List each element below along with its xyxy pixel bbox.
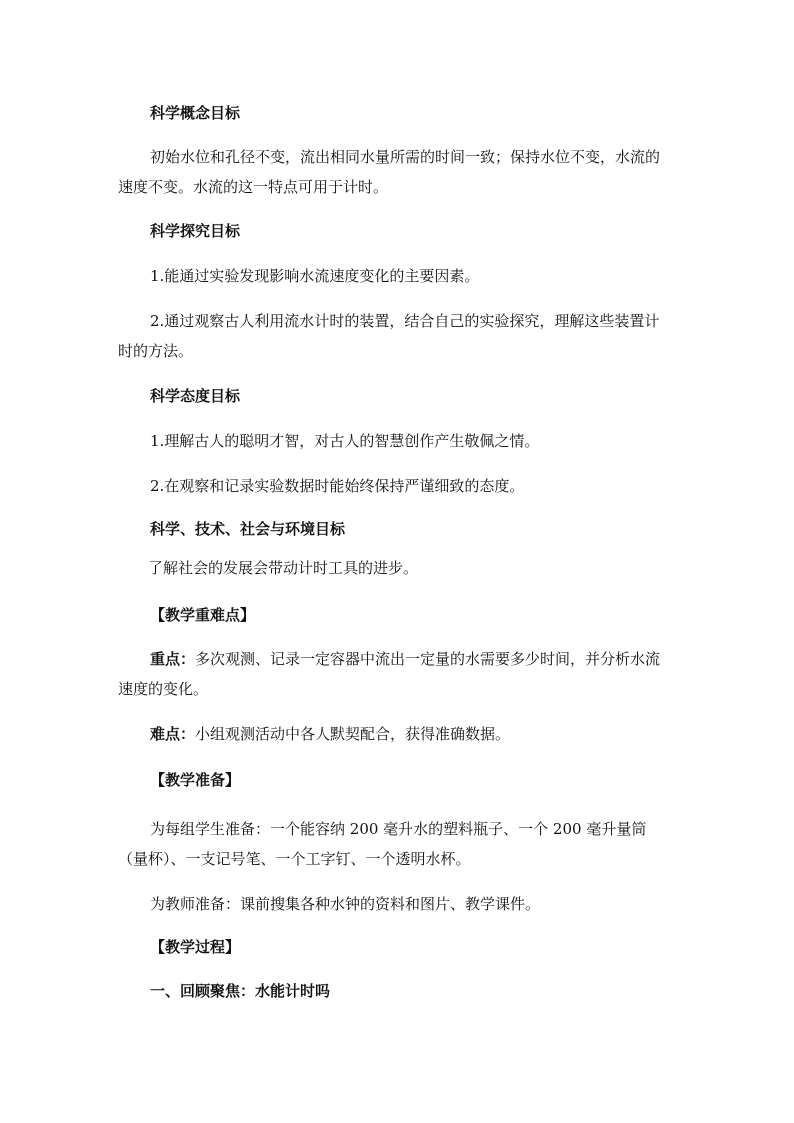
heading-sts-goal: 科学、技术、社会与环境目标 [150, 520, 346, 538]
heading-inquiry-goal: 科学探究目标 [150, 222, 241, 240]
paragraph-sts-goal: 了解社会的发展会带动计时工具的进步。 [148, 559, 419, 577]
heading-step-1: 一、回顾聚焦：水能计时吗 [150, 982, 331, 1000]
heading-preparation: 【教学准备】 [150, 771, 241, 789]
paragraph-difficult-point [118, 719, 674, 749]
paragraph-concept-goal: 初始水位和孔径不变，流出相同水量所需的时间一致；保持水位不变，水流的速度不变。水流的这一特点可用于计时。 [118, 148, 661, 196]
key-point-label: 重点： [150, 650, 196, 668]
heading-attitude-goal: 科学态度目标 [150, 387, 241, 405]
paragraph-student-preparation: 为每组学生准备：一个能容纳 200 毫升水的塑料瓶子、一个 200 毫升量筒（量杯）、一支记号笔、一个工字钉、一个透明水杯。 [118, 820, 647, 868]
heading-key-difficult: 【教学重难点】 [150, 606, 256, 624]
key-point-text: 多次观测、记录一定容器中流出一定量的水需要多少时间，并分析水流速度的变化。 [118, 650, 661, 698]
paragraph-teacher-preparation: 为教师准备：课前搜集各种水钟的资料和图片、教学课件。 [150, 895, 541, 913]
heading-teaching-process: 【教学过程】 [150, 938, 241, 956]
attitude-item-2: 2.在观察和记录实验数据时能始终保持严谨细致的态度。 [150, 477, 525, 495]
attitude-item-1: 1.理解古人的聪明才智，对古人的智慧创作产生敬佩之情。 [150, 432, 540, 450]
inquiry-item-1: 1.能通过实验发现影响水流速度变化的主要因素。 [150, 267, 480, 285]
difficult-point-text: 小组观测活动中各人默契配合，获得准确数据。 [195, 725, 511, 743]
heading-concept-goal: 科学概念目标 [150, 104, 241, 122]
inquiry-item-2: 2.通过观察古人利用流水计时的装置，结合自己的实验探究，理解这些装置计时的方法。 [118, 312, 660, 360]
difficult-point-label: 难点： [150, 725, 196, 743]
paragraph-key-point [118, 644, 674, 704]
